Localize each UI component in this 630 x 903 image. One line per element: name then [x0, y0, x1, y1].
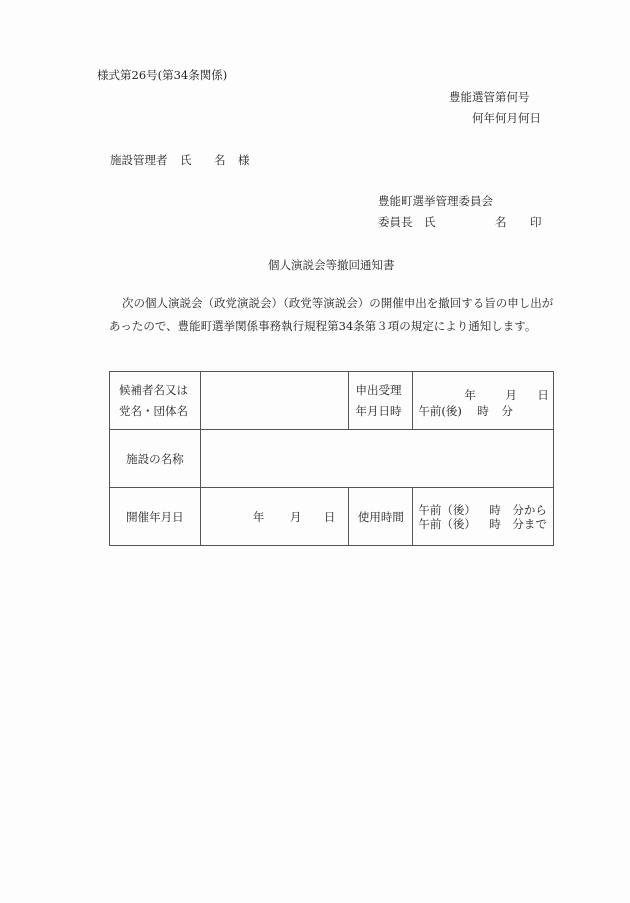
recipient-title: 施設管理者: [110, 153, 168, 167]
sender-name-label-1: 氏: [424, 215, 436, 229]
usage-value-cell[interactable]: [413, 488, 554, 546]
notice-table: [109, 371, 554, 546]
candidate-label-line1: 候補者名又は: [119, 382, 188, 397]
candidate-label-cell: [110, 372, 201, 430]
table-row-date: [110, 488, 554, 546]
recipient-name-label-2: 名: [214, 153, 226, 167]
body-line-1: 次の個人演説会（政党演説会）（政党等演説会）の開催申出を撤回する旨の申し出が: [122, 296, 554, 310]
usage-from-ampm: 午前（後）: [418, 503, 476, 517]
date-label-cell: 開催年月日: [110, 488, 201, 546]
date-day: 日: [323, 510, 336, 524]
date-value-cell[interactable]: [200, 488, 349, 546]
facility-value-cell[interactable]: [200, 430, 553, 488]
receipt-hour: 時: [477, 404, 489, 418]
document-heading: 個人演説会等撤回通知書: [268, 258, 395, 272]
candidate-label-line2: 党名・団体名: [119, 403, 188, 418]
usage-from-hour: 時: [489, 503, 501, 517]
receipt-day: 日: [537, 388, 549, 402]
receipt-minute: 分: [501, 404, 513, 418]
usage-label-cell: 使用時間: [349, 488, 413, 546]
receipt-year: 年: [464, 388, 476, 402]
usage-from-minute: 分から: [512, 503, 547, 517]
recipient-name-label-1: 氏: [180, 153, 192, 167]
candidate-value-cell[interactable]: [200, 372, 349, 430]
form-number: 様式第26号(第34条関係): [97, 68, 228, 82]
facility-label-cell: 施設の名称: [110, 430, 201, 488]
date-year: 年: [252, 510, 265, 524]
date-month: 月: [289, 510, 302, 524]
sender-name-label-2: 名: [495, 215, 507, 229]
sender-seal: 印: [530, 215, 542, 229]
body-line-2: あったので、豊能町選挙関係事務執行規程第34条第３項の規定により通知します。: [109, 319, 537, 333]
receipt-label-line1: 申出受理: [355, 382, 402, 397]
sender-organization: 豊能町選挙管理委員会: [378, 194, 493, 208]
table-row-facility: [110, 430, 554, 488]
document-number: 豊能選管第何号: [449, 90, 530, 104]
document-date: 何年何月何日: [472, 111, 541, 125]
table-row-candidate: [110, 372, 554, 430]
receipt-label-cell: [349, 372, 413, 430]
sender-position: 委員長: [378, 215, 413, 229]
receipt-ampm: 午前(後): [418, 404, 462, 418]
receipt-value-cell[interactable]: [413, 372, 554, 430]
usage-to-minute: 分まで: [512, 517, 547, 531]
recipient-honorific: 様: [238, 153, 250, 167]
receipt-month: 月: [505, 388, 517, 402]
usage-to-ampm: 午前（後）: [418, 517, 476, 531]
receipt-label-line2: 年月日時: [355, 403, 402, 418]
usage-to-hour: 時: [489, 517, 501, 531]
